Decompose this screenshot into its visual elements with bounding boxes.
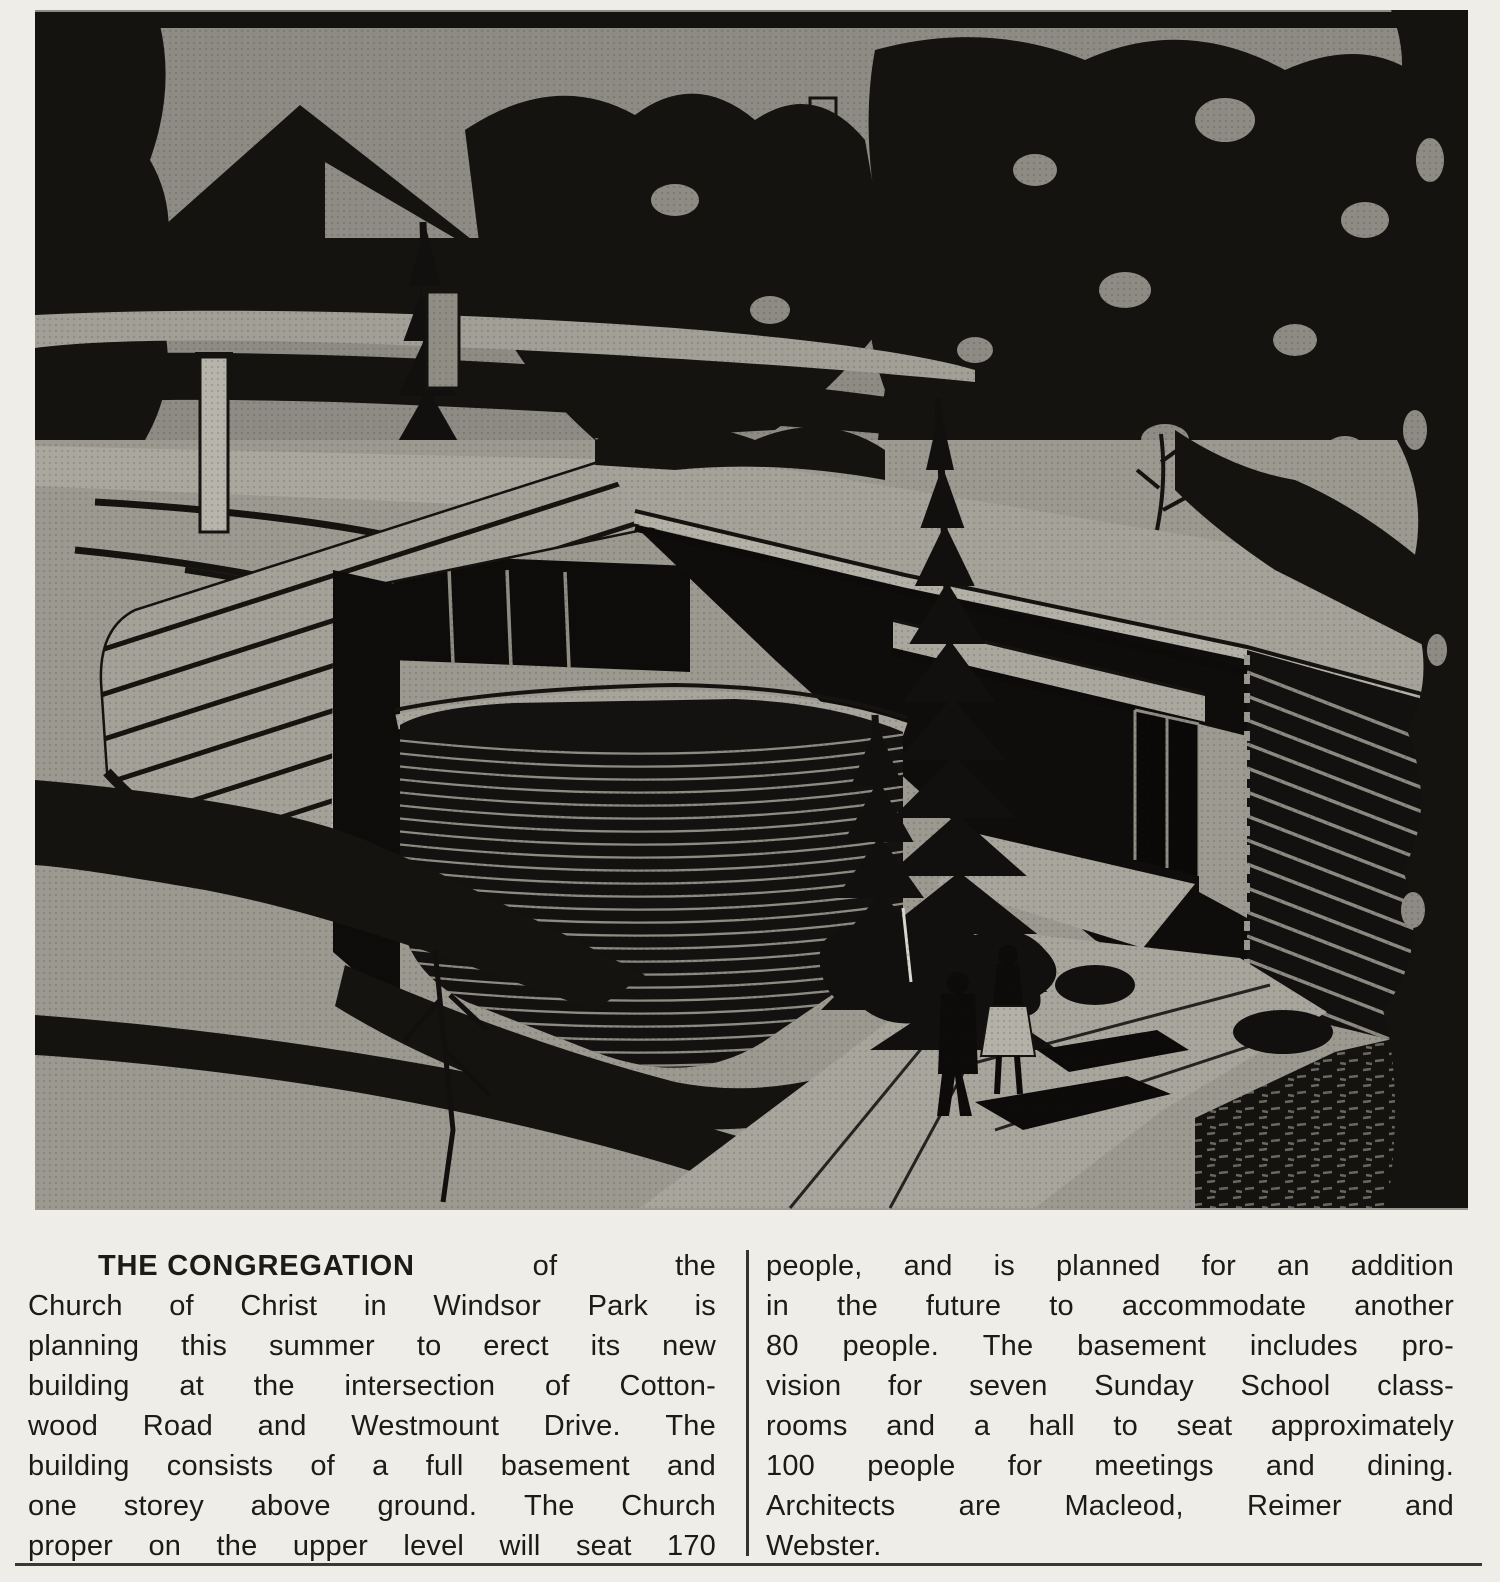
caption-line: building at the intersection of Cotton-: [28, 1370, 716, 1402]
caption-line: vision for seven Sunday School class-: [766, 1370, 1454, 1402]
caption-column-divider: [746, 1250, 749, 1556]
caption-line: in the future to accommodate another: [766, 1290, 1454, 1322]
caption-right-column: [766, 1246, 1454, 1566]
caption-line: building consists of a full basement and: [28, 1450, 716, 1482]
caption-line: planning this summer to erect its new: [28, 1330, 716, 1362]
caption-line: Architects are Macleod, Reimer and: [766, 1490, 1454, 1522]
caption-line: 100 people for meetings and dining.: [766, 1450, 1454, 1482]
church-rendering-illustration: [35, 10, 1468, 1210]
caption-line: 80 people. The basement includes pro-: [766, 1330, 1454, 1362]
caption-line: Webster.: [766, 1530, 882, 1562]
caption-line: people, and is planned for an addition: [766, 1250, 1454, 1282]
caption-line: wood Road and Westmount Drive. The: [28, 1410, 716, 1442]
caption-line: proper on the upper level will seat 170: [28, 1530, 716, 1562]
caption-line: rooms and a hall to seat approximately: [766, 1410, 1454, 1442]
caption-line: one storey above ground. The Church: [28, 1490, 716, 1522]
caption-line: THE CONGREGATION of the: [98, 1250, 716, 1282]
caption-left-column: [28, 1246, 716, 1566]
caption-line: Church of Christ in Windsor Park is: [28, 1290, 716, 1322]
church-rendering-figure: [35, 10, 1468, 1210]
halftone-overlay: [35, 10, 1468, 1210]
bottom-rule: [15, 1563, 1482, 1566]
